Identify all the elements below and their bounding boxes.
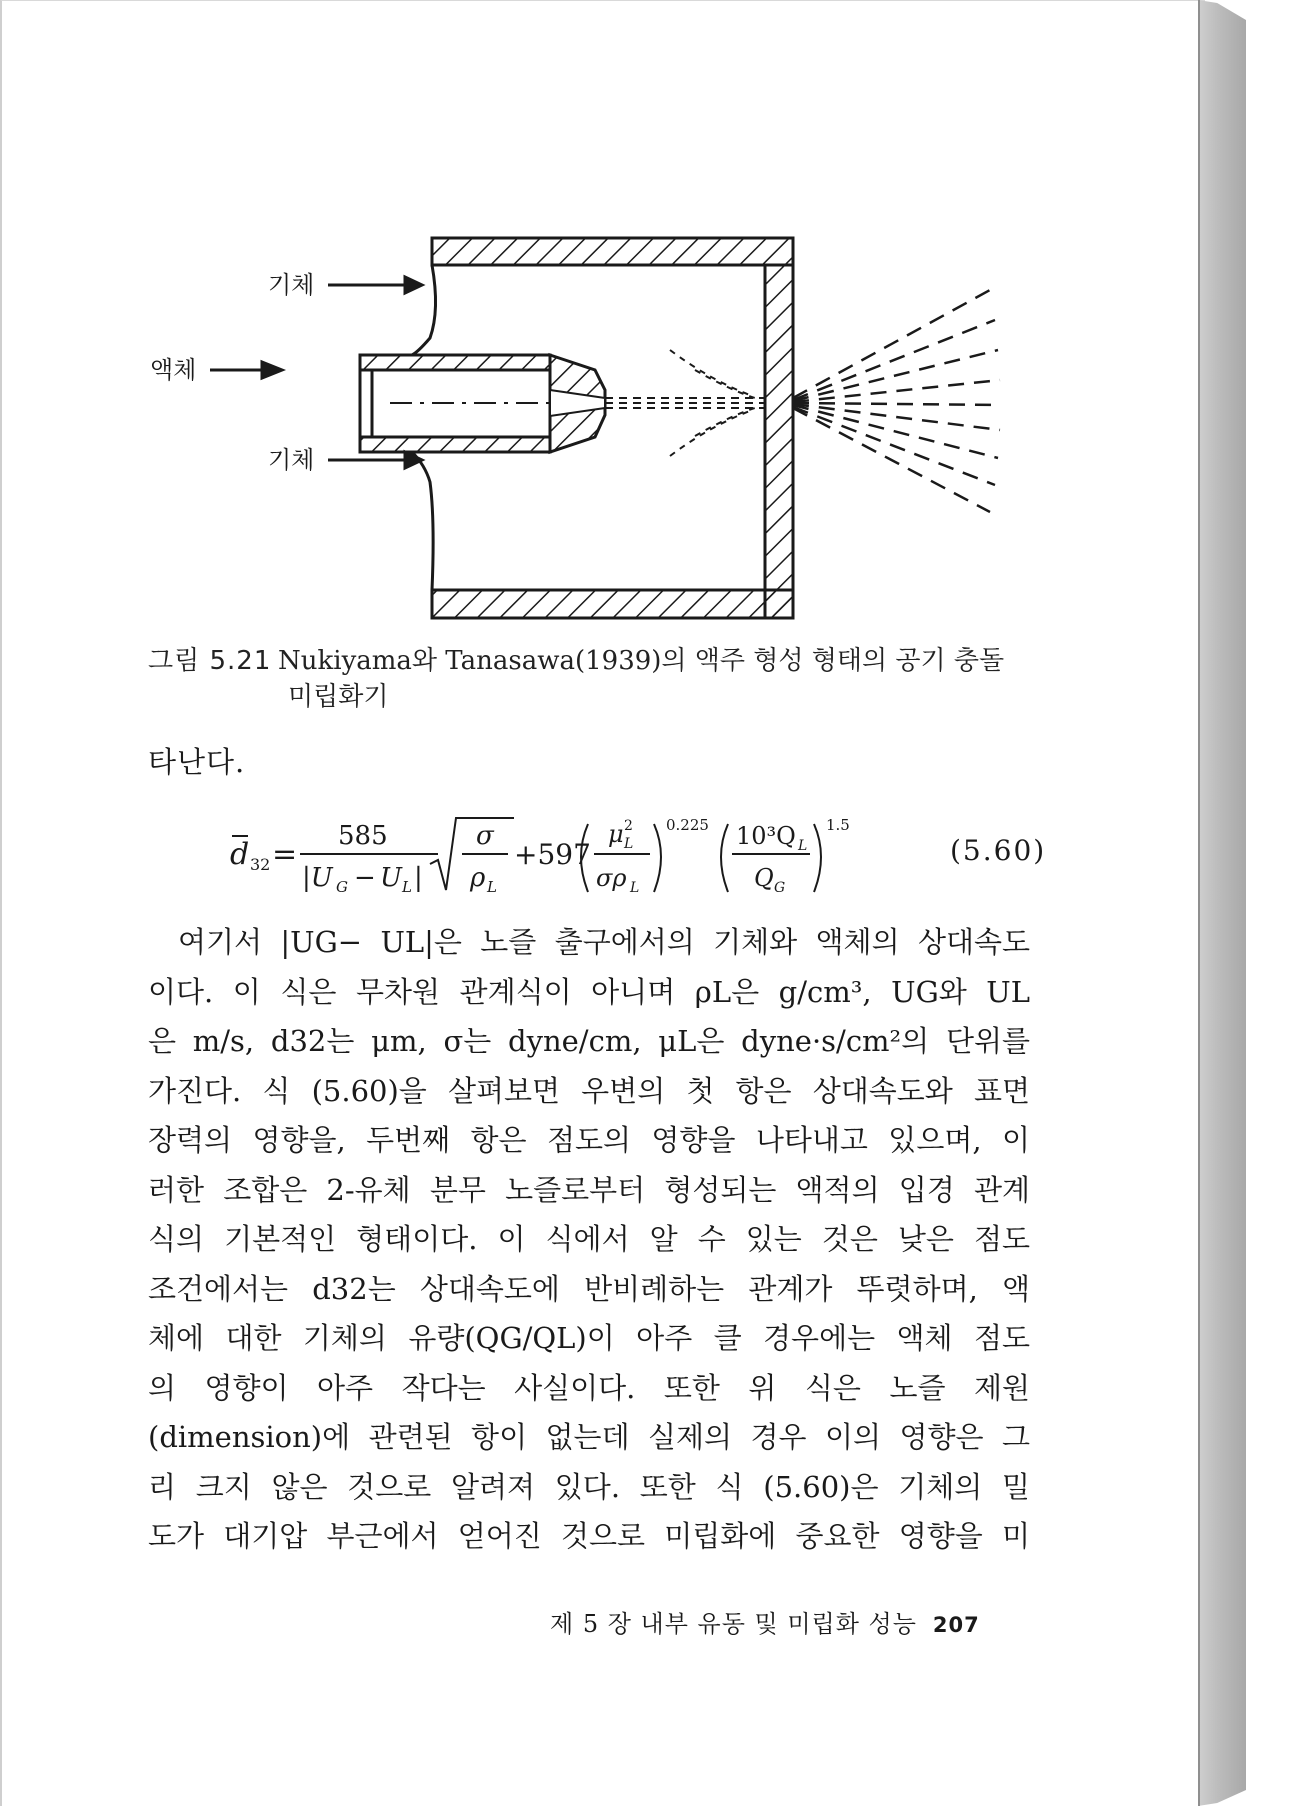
label-gas-top: 기체 xyxy=(268,271,315,299)
body-line-6: 러한 조합은 2-유체 분무 노즐로부터 형성되는 액적의 입경 관계 xyxy=(148,1172,1030,1207)
svg-text:L: L xyxy=(798,838,808,854)
eq-lhs-sub: 32 xyxy=(250,855,271,874)
caption-line2: 미립화기 xyxy=(288,682,389,712)
nozzle-tube-top xyxy=(360,355,550,370)
eq-equals: = xyxy=(272,837,298,872)
svg-text:G: G xyxy=(774,880,786,896)
eq-frac1-den: |U xyxy=(302,863,333,893)
body-line-3: 은 m/s, d32는 μm, σ는 dyne/cm, μL은 dyne·s/cm²의 단위를 xyxy=(148,1024,1030,1058)
eq-exp1: 0.225 xyxy=(666,816,709,834)
body-line-13: 도가 대기압 부근에서 얻어진 것으로 미립화에 중요한 영향을 미 xyxy=(148,1519,1030,1553)
footer-chapter: 제 5 장 내부 유동 및 미립화 성능 xyxy=(550,1610,917,1638)
spray-fan xyxy=(793,290,1000,512)
eq-q-den: Q xyxy=(754,864,774,892)
body-line-5: 장력의 영향을, 두번째 항은 점도의 영향을 나타내고 있으며, 이 xyxy=(148,1123,1030,1157)
lead-text: 타난다. xyxy=(148,745,246,779)
eq-lhs: d xyxy=(230,837,250,872)
body-line-1: 여기서 |UG− UL|은 노즐 출구에서의 기체와 액체의 상대속도 xyxy=(178,925,1030,959)
body-line-4: 가진다. 식 (5.60)을 살펴보면 우변의 첫 항은 상대속도와 표면 xyxy=(148,1073,1030,1108)
label-gas-bottom: 기체 xyxy=(268,446,315,474)
svg-text:L: L xyxy=(402,878,412,896)
body-line-10: 의 영향이 아주 작다는 사실이다. 또한 위 식은 노즐 제원 xyxy=(148,1370,1030,1405)
label-liquid: 액체 xyxy=(150,356,197,384)
svg-text:−: − xyxy=(354,863,376,893)
svg-text:L: L xyxy=(630,880,640,896)
eq-frac1-num: 585 xyxy=(338,821,388,851)
nozzle-tube-bottom xyxy=(360,437,550,452)
page-edge-shadow xyxy=(1198,0,1246,1806)
svg-text:|: | xyxy=(414,863,423,893)
svg-text:L: L xyxy=(624,836,634,852)
page-number: 207 xyxy=(932,1613,980,1637)
chamber-right-wall xyxy=(765,265,793,618)
caption-number: 그림 5.21 xyxy=(148,646,272,676)
body-line-8: 조건에서는 d32는 상대속도에 반비례하는 관계가 뚜렷하며, 액 xyxy=(148,1271,1030,1306)
svg-text:U: U xyxy=(380,863,402,893)
eq-mu: μ xyxy=(608,820,624,848)
eq-sqrt-num: σ xyxy=(476,821,494,851)
chamber-top-wall xyxy=(432,238,793,265)
equation-number: (5.60) xyxy=(950,834,1047,867)
figure-caption xyxy=(148,643,1048,715)
caption-line1: Nukiyama와 Tanasawa(1939)의 액주 형성 형태의 공기 충돌 xyxy=(278,646,1005,676)
body-line-2: 이다. 이 식은 무차원 관계식이 아니며 ρL은 g/cm³, UG와 UL xyxy=(148,974,1030,1009)
body-line-9: 체에 대한 기체의 유량(QG/QL)이 아주 클 경우에는 액체 점도 xyxy=(148,1321,1030,1355)
chamber-bottom-wall xyxy=(432,590,793,618)
body-line-7: 식의 기본적인 형태이다. 이 식에서 알 수 있는 것은 낮은 점도 xyxy=(148,1222,1030,1256)
svg-text:2: 2 xyxy=(624,818,633,834)
body-line-11: (dimension)에 관련된 항이 없는데 실제의 경우 이의 영향은 그 xyxy=(148,1420,1030,1454)
equation-5-60 xyxy=(230,810,1070,900)
eq-exp2: 1.5 xyxy=(826,816,850,834)
body-line-12: 리 크지 않은 것으로 알려져 있다. 또한 식 (5.60)은 기체의 밀 xyxy=(148,1469,1030,1504)
inlet-curve-bottom xyxy=(412,452,433,590)
eq-q-num: 10³Q xyxy=(736,822,796,850)
liquid-jet xyxy=(605,398,765,408)
svg-text:G: G xyxy=(336,878,348,896)
body-paragraph xyxy=(148,918,1030,1562)
atomizer-diagram xyxy=(150,220,1010,640)
page-footer xyxy=(550,1604,980,1639)
eq-sigma-rho: σρ xyxy=(596,864,627,892)
svg-text:L: L xyxy=(487,878,497,896)
page-edge-line xyxy=(1198,0,1200,1806)
eq-sqrt-den: ρ xyxy=(470,863,486,893)
inlet-curve-top xyxy=(412,265,436,355)
eq-plus597: +597 xyxy=(514,838,591,871)
